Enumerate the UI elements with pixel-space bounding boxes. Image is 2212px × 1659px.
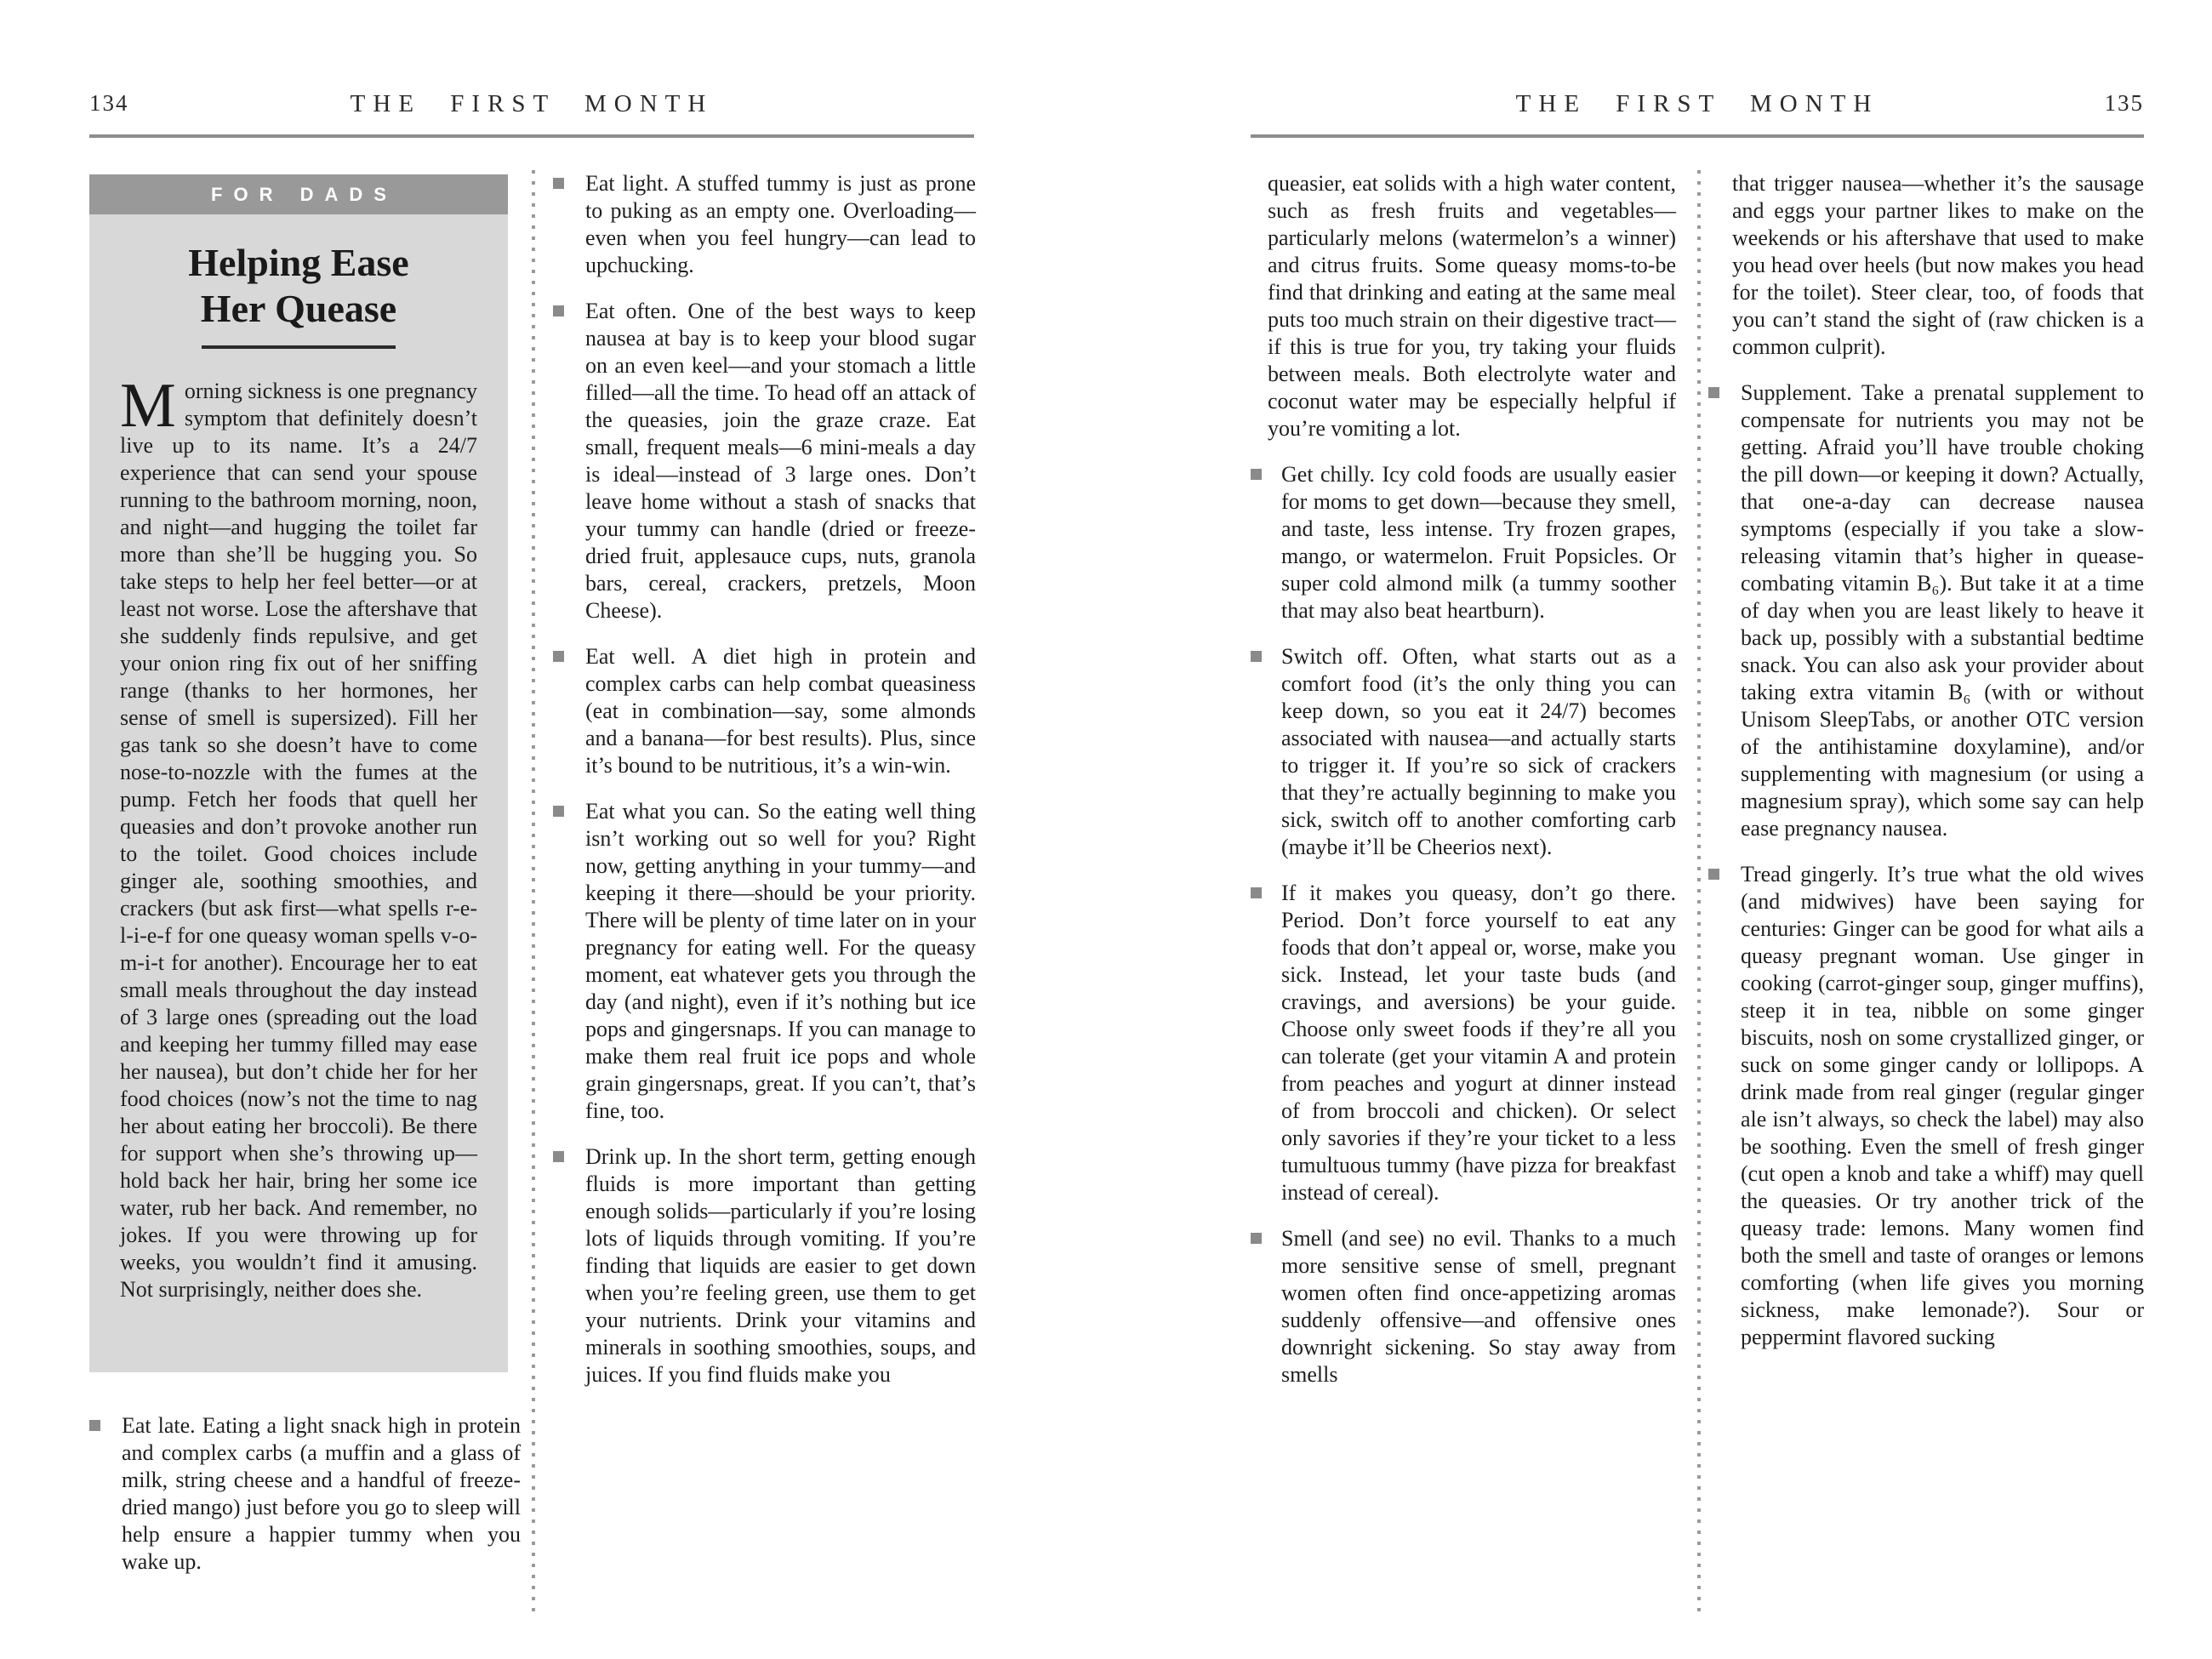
square-bullet-icon — [1251, 1233, 1262, 1244]
bullet-text: Eat light. A stuffed tummy is just as prone to puking as an empty one. Overloading—even when you feel hungry—can lead to upchucking. — [585, 171, 976, 277]
for-dads-kicker: FOR DADS — [89, 174, 508, 214]
square-bullet-icon — [553, 806, 564, 817]
bullet-item — [89, 1412, 521, 1576]
bullet-item — [553, 798, 976, 1125]
right-page-column-separator — [1697, 170, 1701, 1611]
right-header-rule — [1251, 134, 2144, 138]
square-bullet-icon — [1251, 469, 1262, 480]
square-bullet-icon — [89, 1420, 100, 1431]
left-header-rule — [89, 134, 974, 138]
square-bullet-icon — [1708, 387, 1719, 398]
left-page-column-separator — [532, 170, 535, 1611]
for-dads-box — [89, 174, 508, 1372]
right-column-2 — [1708, 170, 2144, 1351]
continued-paragraph: queasier, eat solids with a high water content, such as fresh fruits and vegetables—particularly melons (watermelon’s a winner) and citrus fruits. Some queasy moms-to-be find that drinking and eating at the same meal puts too much strain on their digestive tract—if this is true for you, try taking your fluids between meals. Both electrolyte water and coconut water may be especially helpful if you’re vomiting a lot. — [1268, 171, 1676, 441]
bullet-list — [89, 1412, 521, 1576]
bullet-text: Switch off. Often, what starts out as a comfort food (it’s the only thing you can keep down, so you eat it 24/7) becomes associated with nausea—and actually starts to trigger it. If you’re so sick of crackers that they’re actually beginning to make you sick, switch off to another comforting carb (maybe it’ll be Cheerios next). — [1281, 644, 1676, 859]
bullet-item — [1251, 880, 1676, 1206]
bullet-text: Tread gingerly. It’s true what the old wives (and midwives) have been saying for centuries: Ginger can be good for what ails a queasy pregnant woman. Use ginger in cooking (carrot-ginger soup, ginger muffins), steep it in tea, nibble on some ginger biscuits, nosh on some crystallized ginger, or suck on some ginger candy or lollipops. A drink made from real ginger (regular ginger ale isn’t always, so check the label) may also be soothing. Even the smell of fresh ginger (cut open a knob and take a whiff) may quell the queasies. Or try another trick of the queasy trade: lemons. Many women find both the smell and taste of oranges or lemons comforting (when life gives you morning sickness, make lemonade?). Sour or peppermint flavored sucking — [1741, 862, 2144, 1349]
right-page-number: 135 — [2104, 90, 2144, 116]
bullet-text: Eat well. A diet high in protein and complex carbs can help combat queasiness (eat in combination—say, some almonds and a banana—for best results). Plus, since it’s bound to be nutritious, it’s a win-win. — [585, 644, 976, 778]
bullet-list — [1251, 461, 1676, 1388]
sidebar-body-text: orning sickness is one pregnancy symptom that definitely doesn’t live up to its name. It’s a 24/7 experience that can send your spouse running to the bathroom morning, noon, and night—and hugging the toilet far more than she’ll be hugging you. So take steps to help her feel better—or at least not worse. Lose the aftershave that she suddenly finds repulsive, and get your onion ring fix out of her sniffing range (thanks to her hormones, her sense of smell is supersized). Fill her gas tank so she doesn’t have to come nose-to-nozzle with the fumes at the pump. Fetch her foods that quell her queasies and don’t provoke another run to the toilet. Good choices include ginger ale, soothing smoothies, and crackers (but ask first—what spells r-e-l-i-e-f for one queasy woman spells v-o-m-i-t for another). Encourage her to eat small meals throughout the day instead of 3 large ones (spreading out the load and keeping her tummy filled may ease her nausea), but don’t chide her for her food choices (now’s not the time to nag her about eating her broccoli). Be there for support when she’s throwing up—hold back her hair, bring her some ice water, rub her back. And remember, no jokes. If you were throwing up for weeks, you wouldn’t find it amusing. Not surprisingly, neither does she. — [120, 379, 477, 1302]
bullet-text: Drink up. In the short term, getting enough fluids is more important than getting enough solids—particularly if you’re losing lots of liquids through vomiting. If you’re finding that liquids are easier to get down when you’re feeling green, use them to get your nutrients. Drink your vitamins and minerals in soothing smoothies, soups, and juices. If you find fluids make you — [585, 1144, 976, 1387]
square-bullet-icon — [1708, 869, 1719, 880]
bullet-item — [1251, 1225, 1676, 1388]
square-bullet-icon — [553, 651, 564, 662]
bullet-text: Smell (and see) no evil. Thanks to a much more sensitive sense of smell, pregnant women often find once-appetizing aromas suddenly offensive—and offensive ones downright sickening. So stay away from smells — [1281, 1226, 1676, 1387]
bullet-text: Eat late. Eating a light snack high in protein and complex carbs (a muffin and a glass of milk, string cheese and a handful of freeze-dried mango) just before you go to sleep will help ensure a happier tummy when you wake up. — [122, 1413, 521, 1574]
sidebar-title — [89, 240, 508, 332]
sidebar-title-line1: Helping Ease — [188, 241, 409, 284]
bullet-item — [1708, 379, 2144, 842]
left-column-2 — [553, 170, 976, 1388]
bullet-text: If it makes you queasy, don’t go there. Period. Don’t force yourself to eat any foods that don’t appeal or, worse, make you sick. Instead, let your taste buds (and cravings, and aversions) be your guide. Choose only sweet foods if they’re all you can tolerate (get your vitamin A and protein from peaches and yogurt at dinner instead of from broccoli and chicken). Or select only savories if they’re your ticket to a less tumultuous tummy (have pizza for breakfast instead of cereal). — [1281, 881, 1676, 1205]
left-running-head: THE FIRST MONTH — [350, 90, 714, 117]
sidebar-title-line2: Her Quease — [200, 287, 397, 330]
left-column-1-bullets — [89, 1412, 521, 1576]
bullet-list — [1708, 379, 2144, 1351]
sidebar-title-rule — [202, 345, 396, 349]
right-running-head: THE FIRST MONTH — [1515, 90, 1879, 117]
left-page-header — [89, 90, 974, 128]
square-bullet-icon — [1251, 887, 1262, 898]
bullet-text: Get chilly. Icy cold foods are usually easier for moms to get down—because they smell, and taste, less intense. Try frozen grapes, mango, or watermelon. Fruit Popsicles. Or super cold almond milk (a tummy soother that may also beat heartburn). — [1281, 462, 1676, 623]
sidebar-body — [120, 371, 477, 1303]
bullet-text: Eat what you can. So the eating well thing isn’t working out so well for you? Right now, getting anything in your tummy—and keeping it there—should be your priority. There will be plenty of time later on in your pregnancy for eating well. For the queasy moment, eat whatever gets you through the day (and night), even if it’s nothing but ice pops and gingersnaps. If you can manage to make them real fruit ice pops and whole grain gingersnaps, great. If you can’t, that’s fine, too. — [585, 799, 976, 1123]
square-bullet-icon — [553, 305, 564, 316]
bullet-item — [553, 170, 976, 279]
right-column-1 — [1251, 170, 1676, 1388]
bullet-item — [553, 298, 976, 624]
square-bullet-icon — [553, 1151, 564, 1162]
bullet-item — [1708, 861, 2144, 1351]
left-column-1 — [89, 174, 508, 1372]
bullet-item — [553, 643, 976, 779]
square-bullet-icon — [553, 178, 564, 189]
bullet-item — [553, 1143, 976, 1388]
bullet-text: Supplement. Take a prenatal supplement to compensate for nutrients you may not be getting. Afraid you’ll have trouble choking the pill down—or keeping it down? Actually, that one-a-day can decrease nausea symptoms (especially if you take a slow-releasing vitamin that’s higher in quease-combating vitamin B₆). But take it at a time of day when you are least likely to heave it back up, possibly with a substantial bedtime snack. You can also ask your provider about taking extra vitamin B₆ (with or without Unisom SleepTabs, or another OTC version of the antihistamine doxylamine), and/or supplementing with magnesium (or using a magnesium spray), which some say can help ease pregnancy nausea. — [1741, 380, 2144, 841]
bullet-item — [1251, 643, 1676, 861]
bullet-list — [553, 170, 976, 1388]
square-bullet-icon — [1251, 651, 1262, 662]
right-page-header — [1251, 90, 2144, 128]
drop-cap: M — [120, 371, 176, 441]
continued-paragraph: that trigger nausea—whether it’s the sausage and eggs your partner likes to make on the weekends or his aftershave that used to make you head over heels (but now makes you head for the toilet). Steer clear, too, of foods that you can’t stand the sight of (raw chicken is a common culprit). — [1732, 171, 2144, 359]
bullet-item — [1251, 461, 1676, 624]
bullet-text: Eat often. One of the best ways to keep nausea at bay is to keep your blood sugar on an even keel—and your stomach a little filled—all the time. To head off an attack of the queasies, join the graze craze. Eat small, frequent meals—6 mini-meals a day is ideal—instead of 3 large ones. Don’t leave home without a stash of snacks that your tummy can handle (dried or freeze-dried fruit, applesauce cups, nuts, granola bars, cereal, crackers, pretzels, Moon Cheese). — [585, 299, 976, 623]
left-page-number: 134 — [89, 90, 129, 116]
